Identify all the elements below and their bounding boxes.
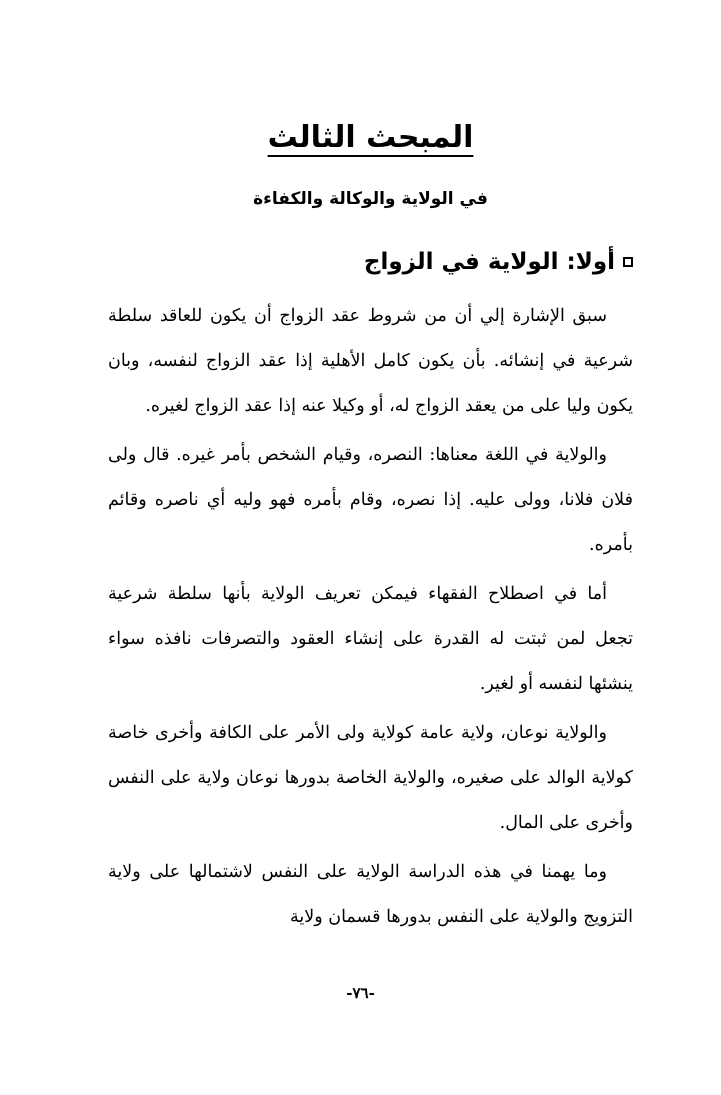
paragraph: والولاية في اللغة معناها: النصره، وقيام الشخص بأمر غيره. قال ولى فلان فلانا، وولى عليه. إذا نصره، وقام بأمره فهو وليه أي ناصره وقائم بأمره.	[108, 445, 633, 555]
chapter-subtitle: في الولاية والوكالة والكفاءة	[253, 189, 488, 209]
square-bullet-icon	[623, 257, 633, 267]
paragraph: أما في اصطلاح الفقهاء فيمكن تعريف الولاية بأنها سلطة شرعية تجعل لمن ثبتت له القدرة على إنشاء العقود والتصرفات نافذه سواء ينشئها لنفسه أو لغير.	[108, 584, 633, 694]
paragraph: سبق الإشارة إلي أن من شروط عقد الزواج أن يكون للعاقد سلطة شرعية في إنشائه. بأن يكون كامل الأهلية إذا عقد الزواج لنفسه، وبان يكون وليا على من يعقد الزواج له، أو وكيلا عنه إذا عقد الزواج لغيره.	[108, 306, 633, 416]
paragraph: والولاية نوعان، ولاية عامة كولاية ولى الأمر على الكافة وأخرى خاصة كولاية الوالد على صغيره، والولاية الخاصة بدورها نوعان ولاية على النفس وأخرى على المال.	[108, 723, 633, 833]
paragraph: وما يهمنا في هذه الدراسة الولاية على النفس لاشتمالها على ولاية التزويج والولاية على النفس بدورها قسمان ولاية	[108, 862, 633, 927]
section-heading	[108, 246, 633, 278]
page-number: -٧٦-	[346, 984, 375, 1002]
section-heading-text: أولا: الولاية في الزواج	[363, 249, 615, 275]
chapter-title: المبحث الثالث	[267, 120, 474, 155]
